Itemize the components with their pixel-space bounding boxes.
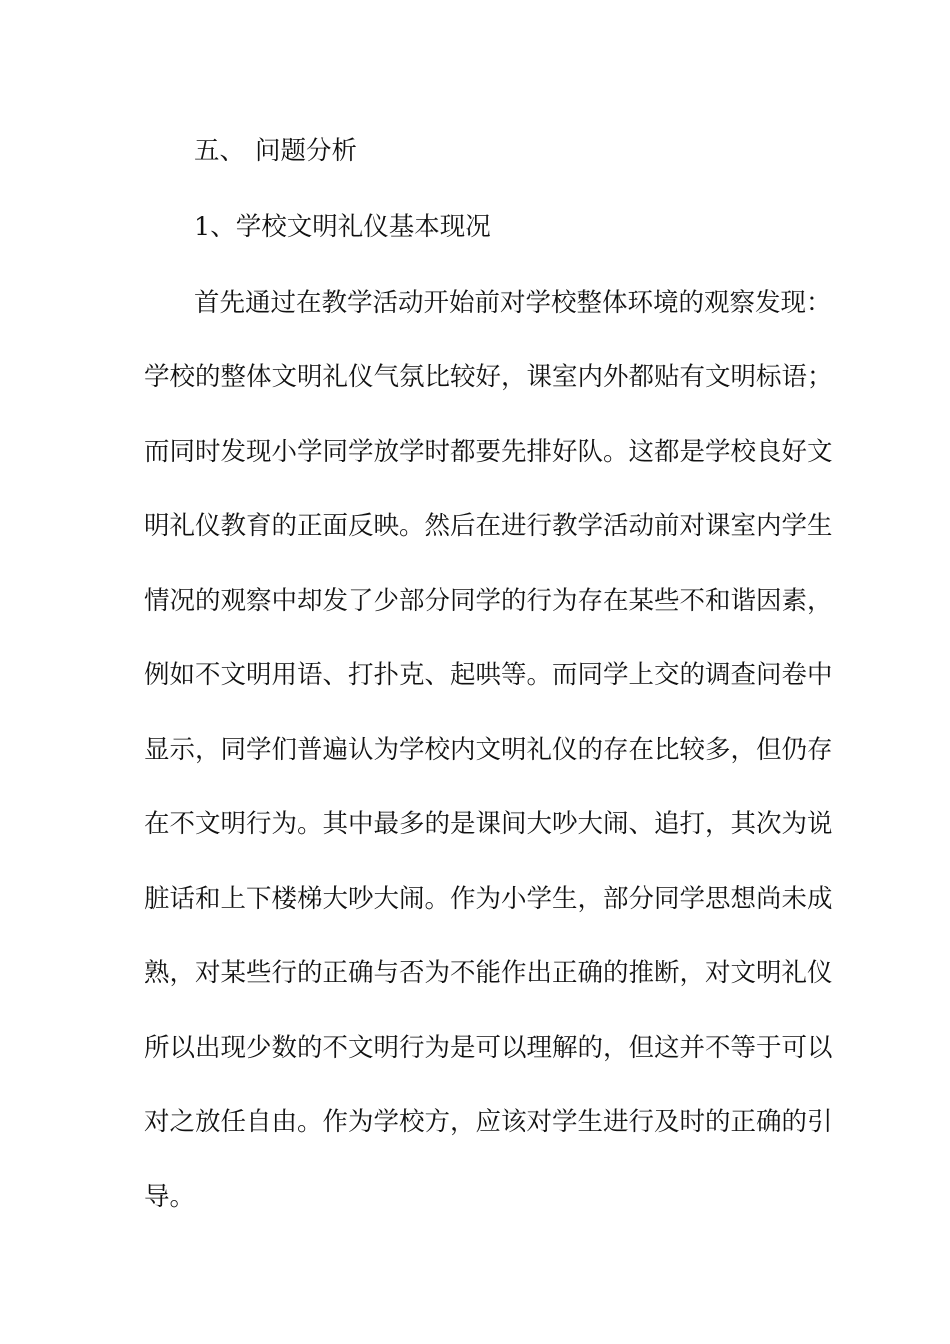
paragraph-line: 脏话和上下楼梯大吵大闹。作为小学生，部分同学思想尚未成: [144, 884, 833, 914]
paragraph-line: 显示，同学们普遍认为学校内文明礼仪的存在比较多，但仍存: [144, 735, 833, 765]
paragraph-line: 熟，对某些行的正确与否为不能作出正确的推断，对文明礼仪: [144, 958, 833, 988]
paragraph-line: 导。: [144, 1182, 196, 1212]
paragraph-line: 在不文明行为。其中最多的是课间大吵大闹、追打，其次为说: [144, 809, 833, 839]
section-title: 问题分析: [255, 136, 358, 166]
paragraph-line: 情况的观察中却发了少部分同学的行为存在某些不和谐因素，: [144, 586, 833, 616]
paragraph-line: 例如不文明用语、打扑克、起哄等。而同学上交的调查问卷中: [144, 660, 833, 690]
paragraph-line: 所以出现少数的不文明行为是可以理解的，但这并不等于可以: [144, 1033, 833, 1063]
subsection-title: 1、学校文明礼仪基本现况: [194, 212, 491, 242]
paragraph-line: 学校的整体文明礼仪气氛比较好，课室内外都贴有文明标语；: [144, 362, 833, 392]
paragraph-line: 对之放任自由。作为学校方，应该对学生进行及时的正确的引: [144, 1107, 833, 1137]
section-number: 五、: [194, 136, 246, 166]
paragraph-line: 明礼仪教育的正面反映。然后在进行教学活动前对课室内学生: [144, 511, 833, 541]
paragraph-line: 而同时发现小学同学放学时都要先排好队。这都是学校良好文: [144, 437, 833, 467]
paragraph-line: 首先通过在教学活动开始前对学校整体环境的观察发现：: [194, 288, 832, 318]
